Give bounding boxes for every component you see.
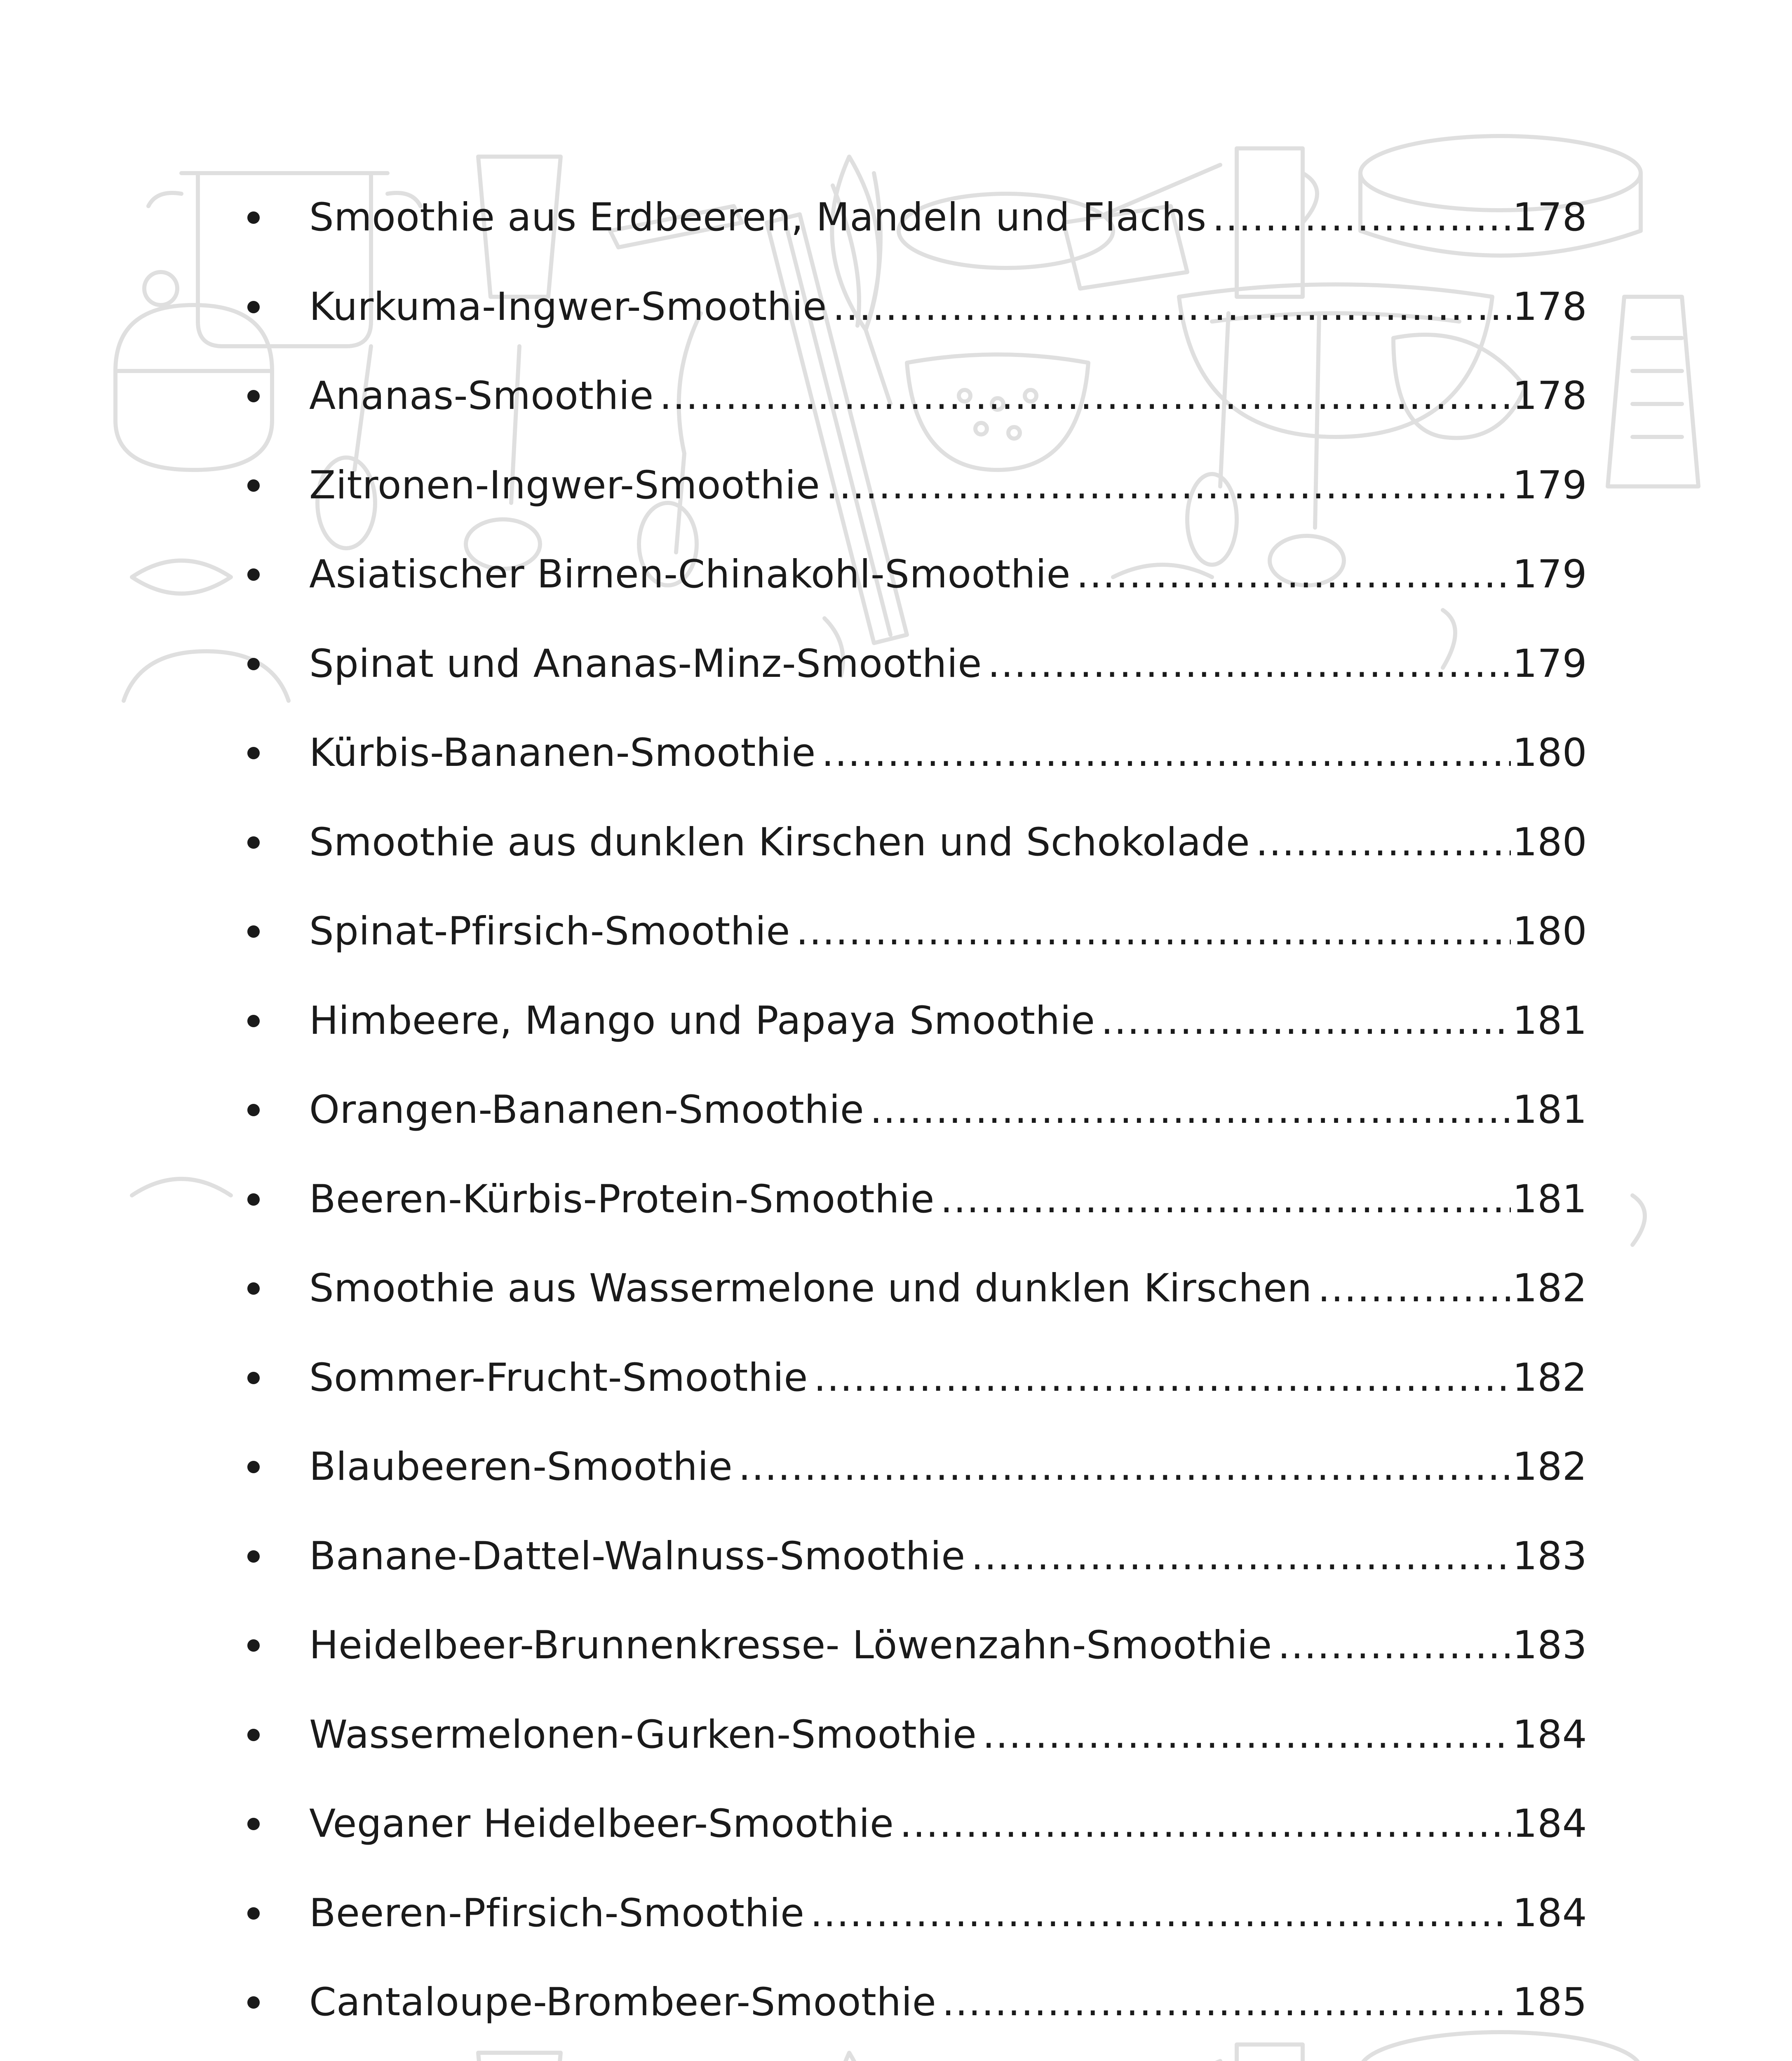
toc-entry[interactable] (231, 798, 1587, 887)
toc-entry-page: 181 (1513, 998, 1587, 1043)
toc-entry-page: 182 (1513, 1355, 1587, 1400)
toc-entry-page: 179 (1513, 462, 1587, 508)
bullet-icon (247, 1996, 260, 2009)
dot-leader (810, 1894, 1511, 1933)
bullet-icon (247, 836, 260, 849)
bullet-icon (247, 568, 260, 581)
toc-entry-page: 184 (1513, 1712, 1587, 1757)
dot-leader (814, 1359, 1511, 1397)
toc-entry-page: 179 (1513, 552, 1587, 597)
bullet-icon (247, 747, 260, 759)
dot-leader (900, 1805, 1511, 1843)
dot-leader (822, 734, 1511, 772)
dot-leader (826, 466, 1511, 505)
toc-entry-page: 180 (1513, 819, 1587, 865)
dot-leader (942, 1983, 1511, 2022)
toc-entry[interactable] (231, 173, 1587, 263)
dot-leader (796, 912, 1511, 951)
toc-entry-page: 183 (1513, 1623, 1587, 1668)
toc-entry[interactable] (231, 1690, 1587, 1780)
dot-leader (870, 1091, 1511, 1129)
bullet-icon (247, 1729, 260, 1741)
toc-entry[interactable] (231, 1423, 1587, 1512)
toc-entry[interactable] (231, 1958, 1587, 2047)
dot-leader (1278, 1626, 1511, 1665)
toc-entry-page: 181 (1513, 1176, 1587, 1222)
toc-entry-title: Kürbis-Bananen-Smoothie (309, 730, 816, 776)
bullet-icon (247, 301, 260, 313)
dot-leader (1318, 1269, 1511, 1308)
toc-entry[interactable] (231, 887, 1587, 977)
toc-entry[interactable] (231, 1066, 1587, 1155)
toc-entry-title: Blaubeeren-Smoothie (309, 1444, 733, 1490)
table-of-contents (231, 173, 1587, 2061)
toc-entry-page: 179 (1513, 641, 1587, 686)
bullet-icon (247, 1104, 260, 1116)
toc-entry-page: 180 (1513, 730, 1587, 776)
toc-entry-title: Heidelbeer-Brunnenkresse- Löwenzahn-Smoothie (309, 1623, 1272, 1668)
toc-entry-title: Asiatischer Birnen-Chinakohl-Smoothie (309, 552, 1071, 597)
toc-entry-page: 184 (1513, 1890, 1587, 1936)
bullet-icon (247, 211, 260, 224)
toc-entry-title: Smoothie aus Wassermelone und dunklen Kirschen (309, 1266, 1312, 1311)
toc-entry[interactable] (231, 1333, 1587, 1423)
dot-leader (982, 1716, 1511, 1754)
toc-entry[interactable] (231, 977, 1587, 1066)
toc-entry-page: 182 (1513, 1444, 1587, 1490)
toc-entry-title: Banane-Dattel-Walnuss-Smoothie (309, 1533, 965, 1579)
bullet-icon (247, 1818, 260, 1830)
dot-leader (660, 377, 1511, 415)
bullet-icon (247, 1282, 260, 1295)
dot-leader (1101, 1002, 1511, 1040)
toc-entry[interactable] (231, 441, 1587, 531)
toc-entry[interactable] (231, 1244, 1587, 1333)
toc-entry[interactable] (231, 709, 1587, 798)
toc-entry[interactable] (231, 1601, 1587, 1690)
toc-entry-page: 182 (1513, 1266, 1587, 1311)
toc-entry[interactable] (231, 1869, 1587, 1958)
toc-entry[interactable] (231, 1779, 1587, 1869)
toc-entry[interactable] (231, 2047, 1587, 2061)
dot-leader (833, 288, 1511, 326)
toc-entry[interactable] (231, 620, 1587, 709)
dot-leader (940, 1180, 1511, 1219)
bullet-icon (247, 1461, 260, 1473)
toc-entry-page: 178 (1513, 373, 1587, 419)
bullet-icon (247, 1550, 260, 1563)
toc-entry[interactable] (231, 530, 1587, 620)
bullet-icon (247, 479, 260, 492)
toc-entry-title: Sommer-Frucht-Smoothie (309, 1355, 808, 1400)
toc-entry-title: Spinat-Pfirsich-Smoothie (309, 909, 790, 954)
toc-entry-title: Zitronen-Ingwer-Smoothie (309, 462, 820, 508)
bullet-icon (247, 390, 260, 402)
bullet-icon (247, 1193, 260, 1206)
bullet-icon (247, 1907, 260, 1920)
toc-entry-title: Orangen-Bananen-Smoothie (309, 1087, 864, 1133)
dot-leader (971, 1537, 1511, 1576)
bullet-icon (247, 658, 260, 670)
bullet-icon (247, 1372, 260, 1384)
toc-entry-page: 185 (1513, 1980, 1587, 2025)
dot-leader (1212, 198, 1511, 237)
toc-entry[interactable] (231, 352, 1587, 441)
bullet-icon (247, 925, 260, 938)
bullet-icon (247, 1015, 260, 1027)
toc-entry-title: Beeren-Pfirsich-Smoothie (309, 1890, 805, 1936)
toc-entry-title: Kurkuma-Ingwer-Smoothie (309, 284, 827, 329)
toc-entry-page: 184 (1513, 1801, 1587, 1847)
dot-leader (738, 1448, 1511, 1486)
toc-entry-title: Wassermelonen-Gurken-Smoothie (309, 1712, 977, 1757)
toc-entry[interactable] (231, 1155, 1587, 1244)
bullet-icon (247, 1639, 260, 1652)
toc-entry-page: 183 (1513, 1533, 1587, 1579)
toc-entry-title: Spinat und Ananas-Minz-Smoothie (309, 641, 982, 686)
toc-entry-title: Smoothie aus Erdbeeren, Mandeln und Flachs (309, 195, 1207, 240)
dot-leader (1256, 823, 1511, 862)
toc-entry-title: Ananas-Smoothie (309, 373, 654, 419)
toc-entry[interactable] (231, 263, 1587, 352)
toc-entry[interactable] (231, 1512, 1587, 1601)
toc-entry-page: 181 (1513, 1087, 1587, 1133)
toc-entry-page: 180 (1513, 909, 1587, 954)
toc-entry-title: Cantaloupe-Brombeer-Smoothie (309, 1980, 937, 2025)
toc-entry-title: Beeren-Kürbis-Protein-Smoothie (309, 1176, 935, 1222)
toc-entry-title: Veganer Heidelbeer-Smoothie (309, 1801, 894, 1847)
toc-entry-page: 178 (1513, 284, 1587, 329)
toc-entry-title: Smoothie aus dunklen Kirschen und Schokolade (309, 819, 1250, 865)
dot-leader (988, 645, 1511, 683)
toc-entry-page: 178 (1513, 195, 1587, 240)
toc-entry-title: Himbeere, Mango und Papaya Smoothie (309, 998, 1095, 1043)
dot-leader (1076, 555, 1511, 594)
